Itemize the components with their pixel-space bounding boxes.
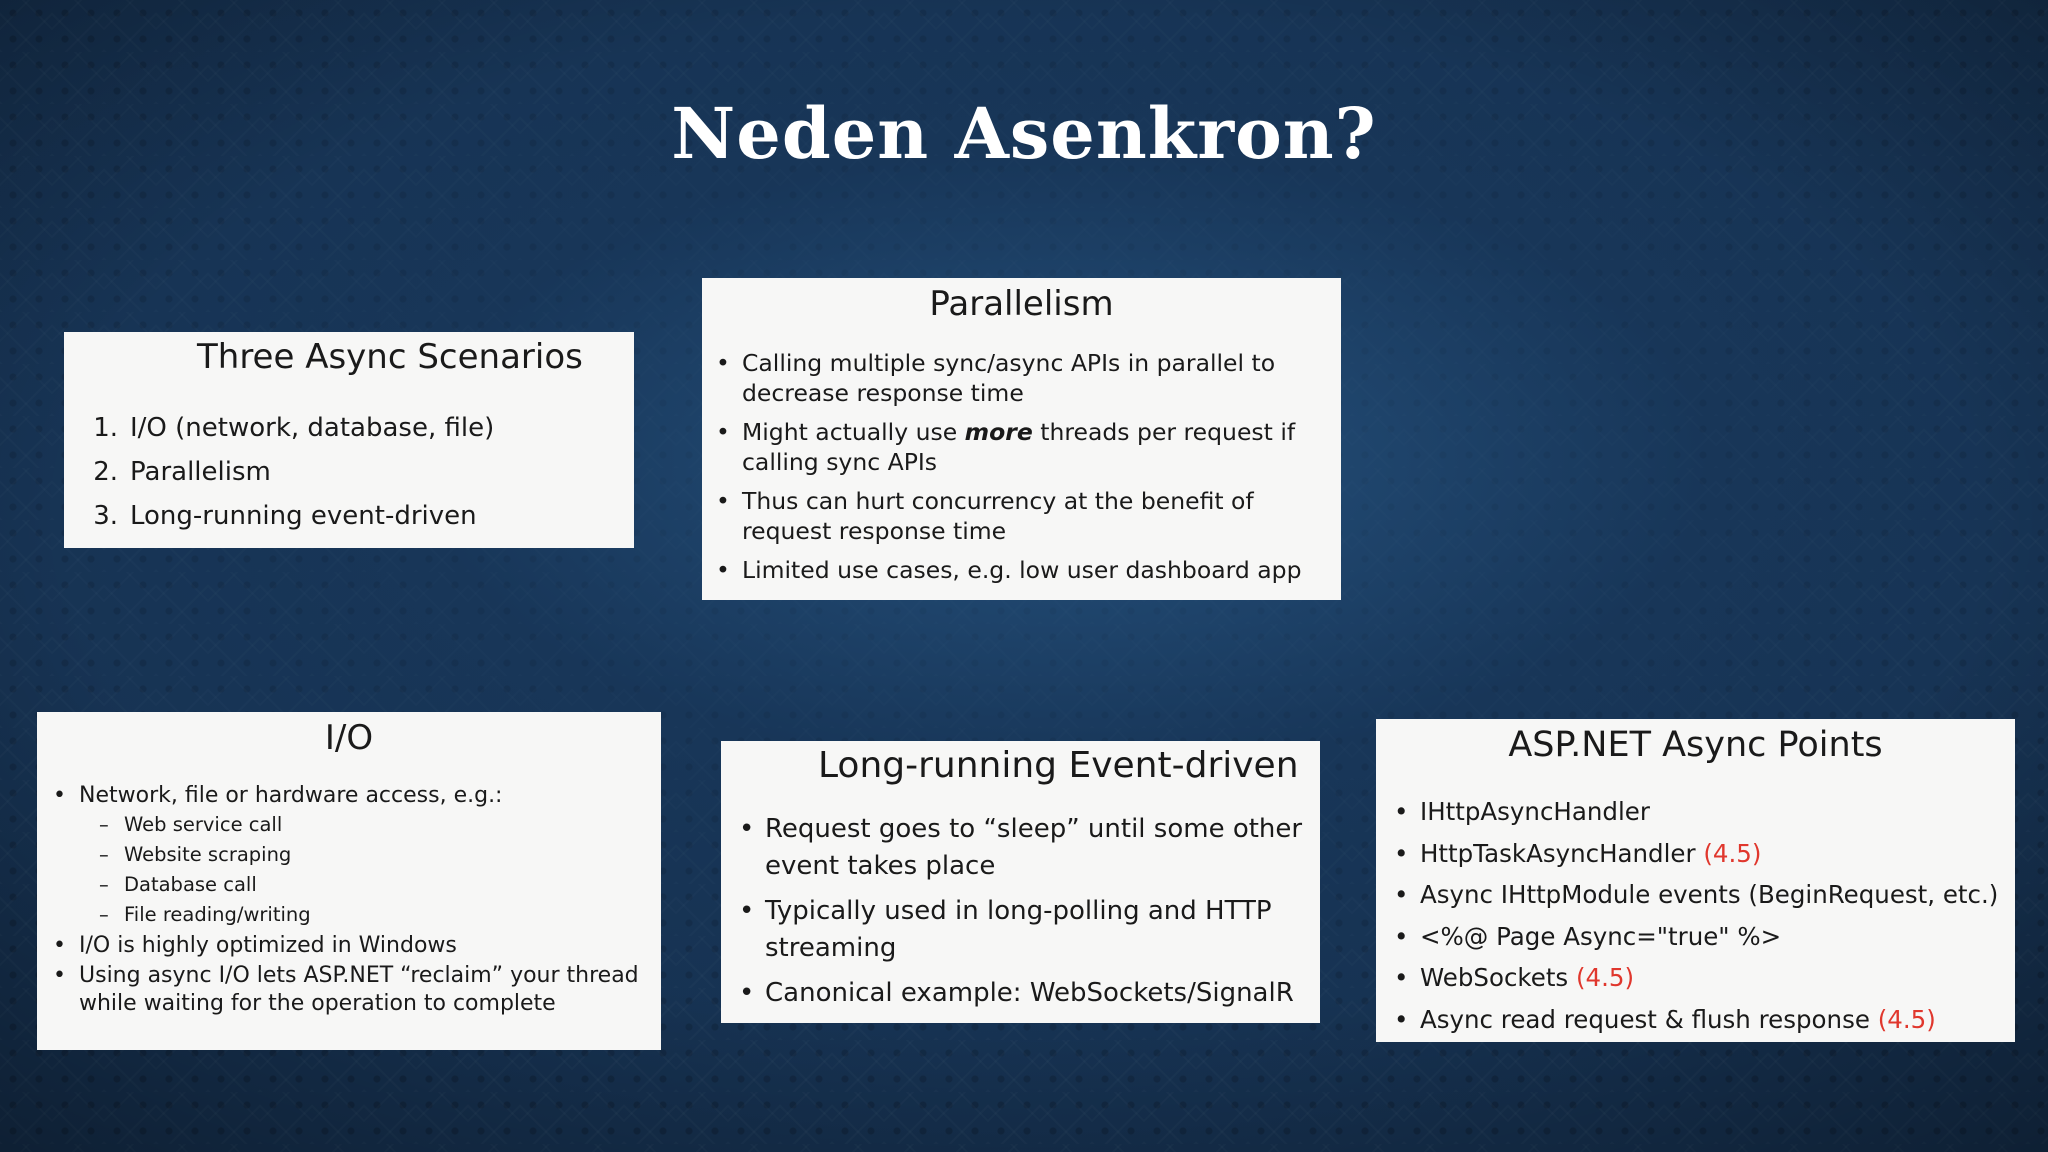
scenario-item: 3. Long-running event-driven [93, 501, 477, 531]
aspnet-heading: ASP.NET Async Points [1508, 725, 1883, 765]
scenario-item: 2. Parallelism [93, 457, 271, 487]
io-bullet: • Network, file or hardware access, e.g.: [47, 782, 655, 810]
io-panel [37, 712, 661, 1050]
io-bullet: • Using async I/O lets ASP.NET “reclaim” your thread while waiting for the operation to complete [47, 962, 655, 1018]
scenario-item: 1. I/O (network, database, file) [93, 413, 495, 443]
long-running-bullet: • Typically used in long-polling and HTTP streaming [733, 893, 1313, 967]
io-heading: I/O [324, 718, 374, 758]
io-subitem: – Website scraping [47, 840, 655, 870]
aspnet-bullet: • Async read request & flush response (4.5) [1388, 999, 2013, 1041]
aspnet-bullet: • WebSockets (4.5) [1388, 957, 2013, 999]
long-running-list [733, 811, 1313, 1020]
parallelism-list [710, 348, 1330, 594]
io-bullet: • I/O is highly optimized in Windows [47, 932, 655, 960]
aspnet-async-points-panel [1376, 719, 2015, 1042]
io-sublist [47, 810, 655, 930]
parallelism-bullet: • Calling multiple sync/async APIs in parallel to decrease response time [710, 348, 1330, 408]
parallelism-bullet: • Thus can hurt concurrency at the benefit of request response time [710, 486, 1330, 546]
aspnet-bullet: • HttpTaskAsyncHandler (4.5) [1388, 833, 2013, 875]
version-badge: (4.5) [1877, 1004, 1936, 1034]
aspnet-bullet: • <%@ Page Async="true" %> [1388, 916, 2013, 958]
io-subitem: – Web service call [47, 810, 655, 840]
parallelism-heading: Parallelism [929, 284, 1114, 324]
three-async-scenarios-heading: Three Async Scenarios [197, 337, 583, 377]
long-running-heading: Long-running Event-driven [818, 745, 1299, 786]
three-async-scenarios-panel [64, 332, 634, 548]
parallelism-panel [702, 278, 1341, 600]
parallelism-bullet: • Might actually use more threads per request if calling sync APIs [710, 417, 1330, 477]
version-badge: (4.5) [1575, 963, 1635, 992]
io-subitem: – Database call [47, 870, 655, 900]
emphasis-more: more [964, 418, 1033, 446]
aspnet-bullet: • IHttpAsyncHandler [1388, 791, 2013, 833]
io-subitem: – File reading/writing [47, 900, 655, 930]
version-badge: (4.5) [1703, 838, 1762, 868]
io-list [47, 782, 655, 1018]
parallelism-bullet: • Limited use cases, e.g. low user dashboard app [710, 555, 1330, 585]
long-running-panel [721, 741, 1320, 1023]
slide-title: Neden Asenkron? [671, 92, 1377, 175]
aspnet-bullet: • Async IHttpModule events (BeginRequest, etc.) [1388, 874, 2013, 916]
aspnet-list [1388, 791, 2013, 1040]
scenarios-list [76, 406, 494, 538]
long-running-bullet: • Request goes to “sleep” until some other event takes place [733, 811, 1313, 885]
long-running-bullet: • Canonical example: WebSockets/SignalR [733, 975, 1313, 1012]
